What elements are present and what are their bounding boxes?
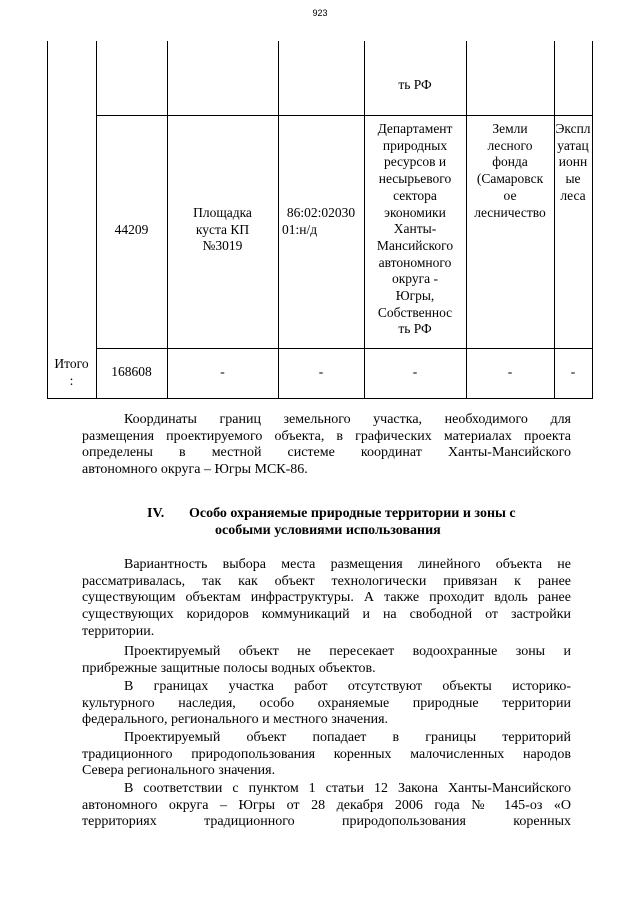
object-name-cell: Площадка куста КП №3019 xyxy=(193,205,252,254)
total-area-cell: 168608 xyxy=(111,364,152,379)
total-dash-cell: - xyxy=(318,364,324,379)
paragraph-variants: Вариантность выбора места размещения линейного объекта не рассматривалась, так как объект технологически привязан к ранее существующим объектам инфраструктуры. А также проходит вдоль ранее существующих коридоров коммуникаций и на свободной от застройки территории. xyxy=(82,557,571,639)
table-bottom-border xyxy=(47,398,593,399)
section-title-line1: Особо охраняемые природные территории и зоны с xyxy=(189,506,516,521)
cadastral-number-cell: 86:02:02030 01:н/д xyxy=(282,205,356,237)
page-number: 923 xyxy=(312,8,328,18)
paragraph-heritage: В границах участка работ отсутствуют объекты историко- культурного наследия, особо охраняемые природные территории федерального, регионального и местного значения. xyxy=(82,679,571,728)
total-dash-cell: - xyxy=(412,364,418,379)
total-label-cell: Итого : xyxy=(54,356,89,388)
land-plot-table xyxy=(47,41,593,399)
row-number-cell: 44209 xyxy=(114,222,149,237)
total-dash-cell: - xyxy=(220,364,225,379)
table-right-border xyxy=(592,41,593,399)
table-column-divider xyxy=(554,41,555,399)
use-type-cell: Экспл уатац ионн ые леса xyxy=(555,121,591,203)
section-number: IV. xyxy=(147,506,165,521)
section-title-line2: особыми условиями использования xyxy=(215,523,441,538)
rights-holder-cell: Департамент природных ресурсов и несырьевого сектора экономики Ханты- Мансийского автономного округа - Югры, Собственнос ть РФ xyxy=(376,121,454,337)
paragraph-traditional-use: Проектируемый объект попадает в границы территорий традиционного природопользования коренных малочисленных народов Севера регионального значения. xyxy=(82,730,571,779)
table-row-divider xyxy=(96,115,593,116)
land-category-cell: Земли лесного фонда (Самаровск ое лесничество xyxy=(474,121,546,220)
table-column-divider xyxy=(96,41,97,399)
total-dash-cell: - xyxy=(570,364,576,379)
paragraph-coordinates: Координаты границ земельного участка, необходимого для размещения проектируемого объекта, в графических материалах проекта определены в местной системе координат Ханты-Мансийского автономного округа – Югры МСК-86. xyxy=(82,412,571,478)
total-dash-cell: - xyxy=(507,364,513,379)
paragraph-water-zones: Проектируемый объект не пересекает водоохранные зоны и прибрежные защитные полосы водных объектов. xyxy=(82,644,571,676)
rights-holder-cell-tail: ть РФ xyxy=(398,77,432,92)
table-left-border xyxy=(47,41,48,399)
table-row-divider xyxy=(96,348,593,349)
paragraph-law: В соответствии с пунктом 1 статьи 12 Закона Ханты-Мансийского автономного округа – Югры от 28 декабря 2006 года № 145-оз «О территориях традиционного природопользования коренных xyxy=(82,781,571,830)
